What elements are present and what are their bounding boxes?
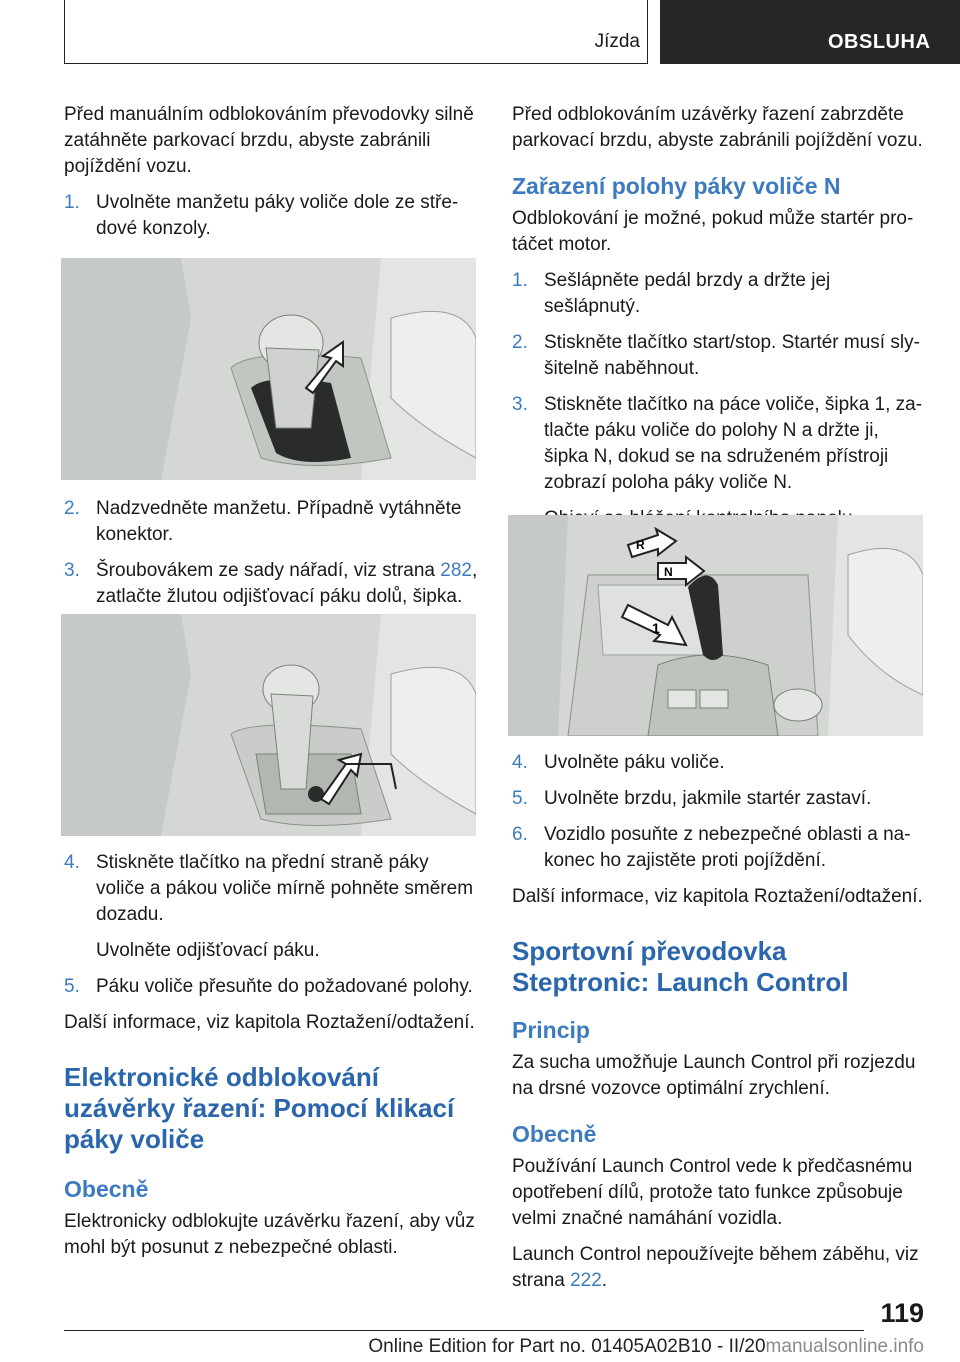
list-text: Stiskněte tlačítko na přední straně páky voliče a pákou voliče mírně pohněte směrem dozadu.: [96, 852, 474, 925]
subsection-heading-n: Zařazení polohy páky voliče N: [512, 173, 841, 199]
left-column: [64, 102, 478, 252]
list-item: [512, 786, 926, 812]
list-number: 5.: [64, 976, 80, 997]
list-item: [64, 496, 478, 548]
body-text-last: [512, 1242, 926, 1294]
left-column-steps-2: [64, 496, 478, 620]
figure-shift-to-n: [508, 515, 923, 736]
list-item: [512, 268, 926, 320]
figure-label-r: R: [636, 538, 645, 552]
list-item: [512, 392, 926, 532]
left-intro: Před manuálním odblokováním převodovky silně zatáhněte parkovací brzdu, abyste zabránili pojíždění vozu.: [64, 104, 474, 177]
list-item: [512, 330, 926, 382]
figure-label-n: N: [664, 565, 673, 579]
figure-selector-lever-boot: [61, 258, 476, 480]
list-number: 6.: [512, 824, 528, 845]
list-item: [64, 974, 478, 1000]
body-text-part: Launch Control nepoužívejte během záběhu, viz strana: [512, 1244, 919, 1291]
page-link[interactable]: 222: [570, 1270, 602, 1291]
page-link[interactable]: 282: [440, 560, 472, 581]
section-heading-sport: Sportovní převodovka Steptronic: Launch Control: [512, 936, 849, 997]
list-text: Uvolněte brzdu, jakmile startér zastaví.: [544, 788, 872, 809]
body-text: Odblokování je možné, pokud může startér protáčet motor.: [512, 208, 914, 255]
figure-release-lever: [61, 614, 476, 836]
list-number: 4.: [64, 852, 80, 873]
list-number: 2.: [64, 498, 80, 519]
list-number: 3.: [64, 560, 80, 581]
footer-divider: [64, 1330, 864, 1331]
footer-edition: [64, 1335, 924, 1359]
list-text: Sešlápněte pedál brzdy a držte jej sešlápnutý.: [544, 270, 831, 317]
body-text: Za sucha umožňuje Launch Control při rozjezdu na drsné vozovce optimální zrychlení.: [512, 1052, 916, 1099]
list-text: Uvolněte manžetu páky voliče dole ze středové konzoly.: [96, 192, 459, 239]
body-text: Elektronicky odblokujte uzávěrku řazení, aby vůz mohl být posunut z nebezpečné oblasti.: [64, 1211, 475, 1258]
right-intro: Před odblokováním uzávěrky řazení zabrzděte parkovací brzdu, abyste zabránili pojíždění vozu.: [512, 104, 923, 151]
right-column-steps-2: [512, 750, 926, 1304]
list-item: [512, 822, 926, 874]
list-text: Uvolněte páku voliče.: [544, 752, 725, 773]
list-item: [64, 558, 478, 610]
figure-label-1: 1: [652, 620, 660, 636]
list-number: 3.: [512, 394, 528, 415]
list-text: Stiskněte tlačítko start/stop. Startér musí slyšitelně naběhnout.: [544, 332, 920, 379]
more-info: Další informace, viz kapitola Roztažení/odtažení.: [64, 1012, 475, 1033]
watermark: manualsonline.info: [765, 1336, 924, 1357]
edition-text: Online Edition for Part no. 01405A02B10 - II/20: [368, 1336, 766, 1357]
list-item: [512, 750, 926, 776]
list-number: 1.: [64, 192, 80, 213]
list-text: Stiskněte tlačítko na páce voliče, šipka 1, zatlačte páku voliče do polohy N a držte ji, šipka N, dokud se na sdruženém přístroji zobrazí poloha páky voliče N.: [544, 394, 923, 493]
list-number: 4.: [512, 752, 528, 773]
subsection-heading-obecne: Obecně: [512, 1121, 597, 1147]
subsection-heading-princip: Princip: [512, 1017, 590, 1043]
right-column: [512, 102, 926, 542]
list-text: Vozidlo posuňte z nebezpečné oblasti a nakonec ho zajistěte proti pojíždění.: [544, 824, 911, 871]
list-subtext: Uvolněte odjišťovací páku.: [96, 940, 320, 961]
list-item: [64, 190, 478, 242]
list-number: 5.: [512, 788, 528, 809]
list-item: [64, 850, 478, 964]
section-heading: Elektronické odblokování uzávěrky řazení: Pomocí klikací páky voliče: [64, 1062, 455, 1154]
list-text: [96, 560, 477, 607]
list-text: Páku voliče přesuňte do požadované polohy.: [96, 976, 473, 997]
list-text-part: , zatlačte žlutou odjišťovací páku dolů, šipka.: [96, 560, 478, 607]
list-text: Nadzvedněte manžetu. Případně vytáhněte konektor.: [96, 498, 462, 545]
list-text-part: Šroubovákem ze sady nářadí, viz strana: [96, 560, 441, 581]
body-text-part: .: [601, 1270, 608, 1291]
left-column-steps-3: [64, 850, 478, 1271]
list-number: 1.: [512, 270, 528, 291]
body-text: Používání Launch Control vede k předčasnému opotřebení dílů, protože tato funkce způsobuje velmi značné namáhání vozidla.: [512, 1156, 913, 1229]
page-number: 119: [880, 1298, 924, 1328]
subsection-heading: Obecně: [64, 1176, 149, 1202]
header-chapter-tab: OBSLUHA: [660, 0, 960, 64]
header-section-title: Jízda: [594, 31, 640, 52]
list-number: 2.: [512, 332, 528, 353]
more-info: Další informace, viz kapitola Roztažení/odtažení.: [512, 886, 923, 907]
